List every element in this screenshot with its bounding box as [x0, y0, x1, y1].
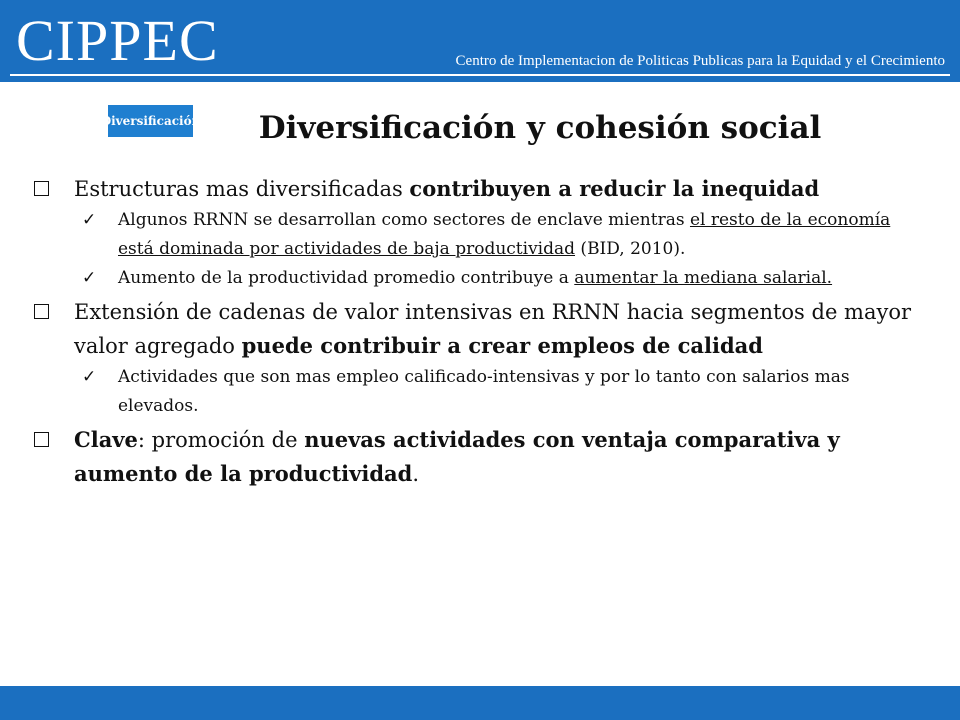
sub-bullet-1-1 [34, 206, 924, 264]
bullet-3-tail: . [412, 462, 420, 486]
sub-bullet-1-2 [34, 264, 924, 293]
footer-bar [0, 686, 960, 720]
sub-bullet-1-1-tail: (BID, 2010). [575, 239, 686, 259]
bullet-2 [34, 295, 924, 363]
bullet-3-bold-key: Clave [74, 427, 138, 452]
bullet-1-bold: contribuyen a reducir la inequidad [409, 176, 820, 201]
checkbox-bullet-icon [34, 432, 49, 447]
checkbox-bullet-icon [34, 304, 49, 319]
section-badge: Diversificación [107, 104, 194, 138]
bullet-3 [34, 423, 924, 491]
header-bar [0, 0, 960, 82]
sub-bullet-1-1-text: Algunos RRNN se desarrollan como sectores de enclave mientras [118, 210, 690, 230]
brand-logo-text: CIPPEC [16, 8, 219, 73]
bullet-3-bold: nuevas actividades con ventaja comparativa y aumento de la productividad [74, 427, 840, 486]
sub-bullet-1-2-text: Aumento de la productividad promedio contribuye a [118, 268, 575, 288]
bullet-1-text: Estructuras mas diversificadas [74, 177, 410, 201]
bullet-3-text: : promoción de [137, 428, 305, 452]
sub-bullet-2-1-text: Actividades que son mas empleo calificado-intensivas y por lo tanto con salarios mas elevados. [118, 367, 850, 416]
sub-bullet-1-1-underline: el resto de la economía está dominada por actividades de baja productividad [118, 210, 891, 259]
header-tagline: Centro de Implementacion de Politicas Publicas para la Equidad y el Crecimiento [455, 53, 945, 69]
bullet-1 [34, 172, 924, 206]
check-icon: ✓ [82, 210, 97, 230]
slide-title: Diversificación y cohesión social [258, 110, 822, 146]
bullet-2-text: Extensión de cadenas de valor intensivas en RRNN hacia segmentos de mayor valor agregado [74, 300, 912, 358]
check-icon: ✓ [82, 367, 97, 387]
sub-bullet-2-1 [34, 363, 924, 421]
sub-bullet-1-2-underline: aumentar la mediana salarial. [574, 268, 833, 288]
slide-content [34, 172, 924, 491]
check-icon: ✓ [82, 268, 97, 288]
bullet-2-bold: puede contribuir a crear empleos de calidad [241, 333, 763, 358]
header-rule [10, 74, 950, 76]
checkbox-bullet-icon [34, 181, 49, 196]
